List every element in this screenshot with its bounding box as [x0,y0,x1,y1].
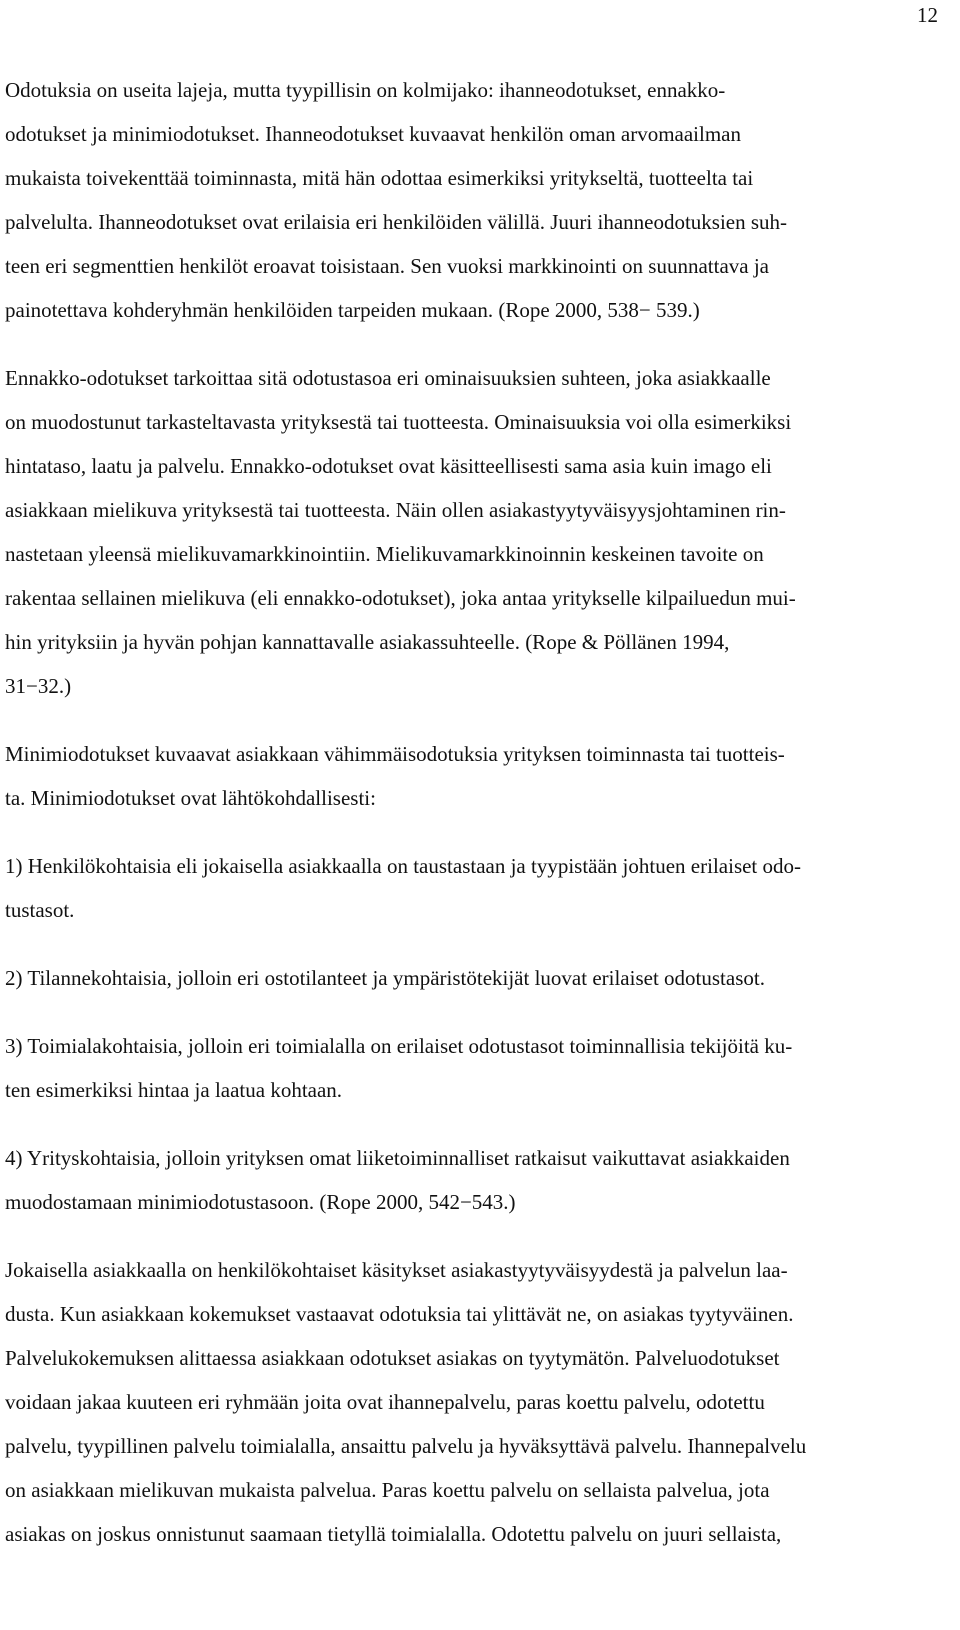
paragraph-minimum-expectations: Minimiodotukset kuvaavat asiakkaan vähimmäisodotuksia yrityksen toiminnasta tai tuotteis- ta. Minimiodotukset ovat lähtökohdallisesti: [5,742,785,810]
list-item-company: 4) Yrityskohtaisia, jolloin yrityksen omat liiketoiminnalliset ratkaisut vaikuttavat asiakkaiden muodostamaan minimiodotustasoon. (Rope 2000, 542−543.) [5,1146,790,1214]
list-item-industry: 3) Toimialakohtaisia, jolloin eri toimialalla on erilaiset odotustasot toiminnallisia tekijöitä ku- ten esimerkiksi hintaa ja laatua kohtaan. [5,1034,793,1102]
list-item-situational: 2) Tilannekohtaisia, jolloin eri ostotilanteet ja ympäristötekijät luovat erilaiset odotustasot. [5,966,765,990]
paragraph-customer-satisfaction: Jokaisella asiakkaalla on henkilökohtaiset käsitykset asiakastyytyväisyydestä ja palvelun laa- dusta. Kun asiakkaan kokemukset vastaavat odotuksia tai ylittävät ne, on asiakas tyytyväinen. Palvelukokemuksen alittaessa asiakkaan odotukset asiakas on tyytymätön. Palveluodotukset voidaan jakaa kuuteen eri ryhmään joita ovat ihannepalvelu, paras koettu palvelu, odotettu palvelu, tyypillinen palvelu toimialalla, ansaittu palvelu ja hyväksyttävä palvelu. Ihannepalvelu on asiakkaan mielikuvan mukaista palvelua. Paras koettu palvelu on sellaista palvelua, jota asiakas on joskus onnistunut saamaan tietyllä toimialalla. Odotettu palvelu on juuri sellaista, [5,1258,807,1546]
list-item-personal: 1) Henkilökohtaisia eli jokaisella asiakkaalla on taustastaan ja tyypistään johtuen erilaiset odo- tustasot. [5,854,802,922]
paragraph-prior-expectations: Ennakko-odotukset tarkoittaa sitä odotustasoa eri ominaisuuksien suhteen, joka asiakkaalle on muodostunut tarkasteltavasta yrityksestä tai tuotteesta. Ominaisuuksia voi olla esimerkiksi hintataso, laatu ja palvelu. Ennakko-odotukset ovat käsitteellisesti sama asia kuin imago eli asiakkaan mielikuva yrityksestä tai tuotteesta. Näin ollen asiakastyytyväisyysjohtaminen rin- nastetaan yleensä mielikuvamarkkinointiin. Mielikuvamarkkinoinnin keskeinen tavoite on rakentaa sellainen mielikuva (eli ennakko-odotukset), joka antaa yritykselle kilpailuedun mui- hin yrityksiin ja hyvän pohjan kannattavalle asiakassuhteelle. (Rope & Pöllänen 1994, 31−32.) [5,366,796,698]
paragraph-ideal-expectations: Odotuksia on useita lajeja, mutta tyypillisin on kolmijako: ihanneodotukset, ennakko- odotukset ja minimiodotukset. Ihanneodotukset kuvaavat henkilön oman arvomaailman mukaista toivekenttää toiminnasta, mitä hän odottaa esimerkiksi yritykseltä, tuotteelta tai palvelulta. Ihanneodotukset ovat erilaisia eri henkilöiden välillä. Juuri ihanneodotuksien suh- teen eri segmenttien henkilöt eroavat toisistaan. Sen vuoksi markkinointi on suunnattava ja painotettava kohderyhmän henkilöiden tarpeiden mukaan. (Rope 2000, 538− 539.) [5,78,788,322]
document-body [5,68,957,1556]
page-number: 12 [917,3,938,27]
